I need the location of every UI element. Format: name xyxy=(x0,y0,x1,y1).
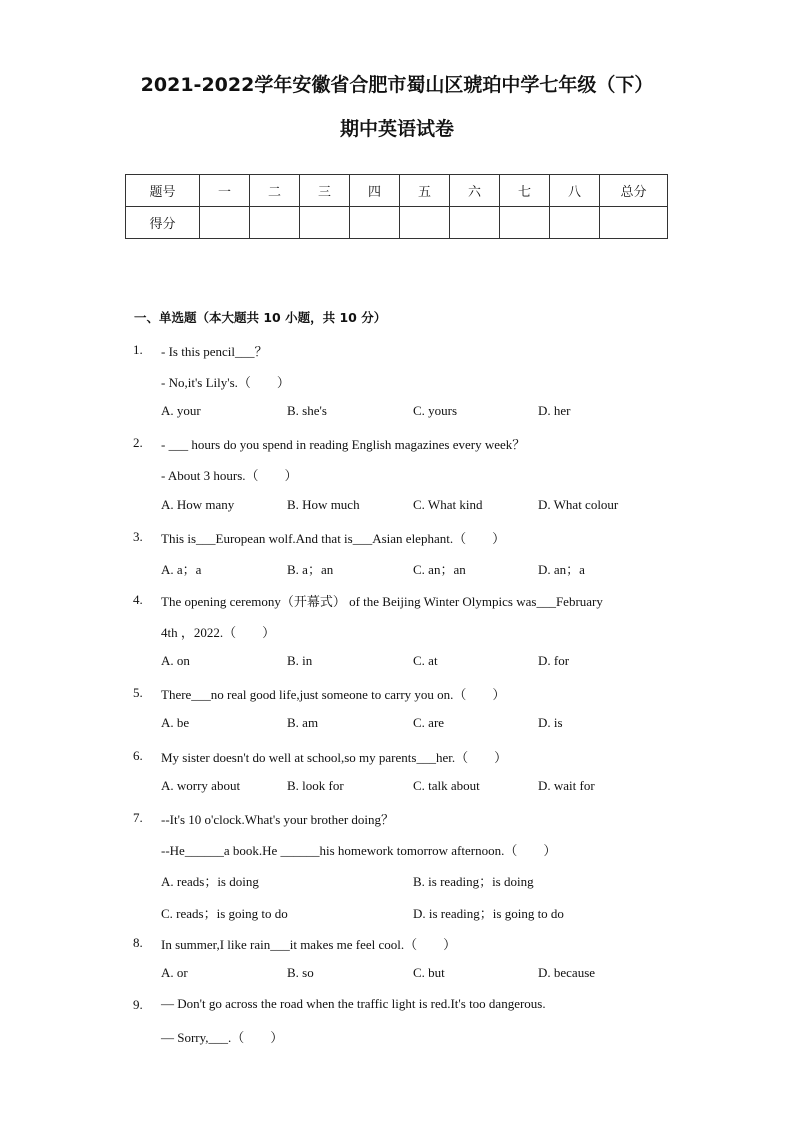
question-number: 3. xyxy=(133,529,143,544)
question-number: 7. xyxy=(133,810,143,825)
option-c[interactable]: C. an；an xyxy=(413,562,466,577)
option-d[interactable]: D. for xyxy=(538,653,570,668)
option-b[interactable]: B. am xyxy=(287,715,319,730)
question-number: 5. xyxy=(133,685,143,700)
question-text: My sister doesn't do well at school,so my parents___her.（ ） xyxy=(161,750,508,765)
score-cell[interactable] xyxy=(500,207,550,239)
score-cell[interactable] xyxy=(400,207,450,239)
question-text: - About 3 hours.（ ） xyxy=(161,468,298,483)
score-header-cell: 五 xyxy=(400,175,450,207)
score-table xyxy=(125,174,668,239)
score-table-header-row xyxy=(126,175,668,207)
option-a[interactable]: A. be xyxy=(161,715,190,730)
question-number: 1. xyxy=(133,342,143,357)
option-b[interactable]: B. look for xyxy=(287,778,344,793)
option-c[interactable]: C. yours xyxy=(413,403,458,418)
question-text: — Sorry,___.（ ） xyxy=(161,1030,284,1045)
option-a[interactable]: A. a；a xyxy=(161,562,202,577)
option-d[interactable]: D. wait for xyxy=(538,778,595,793)
option-c[interactable]: C. at xyxy=(413,653,438,668)
option-a[interactable]: A. or xyxy=(161,965,188,980)
score-header-cell: 二 xyxy=(250,175,300,207)
question-text: - Is this pencil___？ xyxy=(161,344,268,359)
option-d[interactable]: D. her xyxy=(538,403,571,418)
score-header-cell: 八 xyxy=(550,175,600,207)
score-cell[interactable] xyxy=(250,207,300,239)
option-c[interactable]: C. What kind xyxy=(413,497,483,512)
score-header-cell: 六 xyxy=(450,175,500,207)
score-header-cell: 一 xyxy=(200,175,250,207)
option-c[interactable]: C. but xyxy=(413,965,445,980)
score-header-cell: 题号 xyxy=(126,175,200,207)
score-cell[interactable] xyxy=(450,207,500,239)
question-text: — Don't go across the road when the traffic light is red.It's too dangerous. xyxy=(161,996,546,1011)
option-d[interactable]: D. an；a xyxy=(538,562,585,577)
score-header-cell: 七 xyxy=(500,175,550,207)
question-text: In summer,I like rain___it makes me feel cool.（ ） xyxy=(161,937,457,952)
question-number: 9. xyxy=(133,997,143,1012)
option-d[interactable]: D. is xyxy=(538,715,563,730)
option-d[interactable]: D. What colour xyxy=(538,497,619,512)
question-text: - ___ hours do you spend in reading English magazines every week？ xyxy=(161,437,526,452)
question-number: 6. xyxy=(133,748,143,763)
score-header-cell: 三 xyxy=(300,175,350,207)
option-b[interactable]: B. How much xyxy=(287,497,360,512)
question-text: 4th ，2022.（ ） xyxy=(161,625,276,640)
score-cell[interactable] xyxy=(600,207,668,239)
option-b[interactable]: B. is reading；is doing xyxy=(413,874,534,889)
question-text: There___no real good life,just someone to carry you on.（ ） xyxy=(161,687,506,702)
option-d[interactable]: D. is reading；is going to do xyxy=(413,906,564,921)
option-b[interactable]: B. a；an xyxy=(287,562,334,577)
option-a[interactable]: A. your xyxy=(161,403,201,418)
section-title: 一、单选题（本大题共 10 小题，共 10 分） xyxy=(134,310,387,325)
score-cell[interactable] xyxy=(200,207,250,239)
question-text: --He______a book.He ______his homework tomorrow afternoon.（ ） xyxy=(161,843,557,858)
option-a[interactable]: A. on xyxy=(161,653,190,668)
option-d[interactable]: D. because xyxy=(538,965,596,980)
score-cell[interactable] xyxy=(350,207,400,239)
page-subtitle: 期中英语试卷 xyxy=(339,118,454,140)
question-text: The opening ceremony（开幕式） of the Beijing Winter Olympics was___February xyxy=(161,594,603,609)
option-b[interactable]: B. in xyxy=(287,653,313,668)
option-a[interactable]: A. worry about xyxy=(161,778,241,793)
option-c[interactable]: C. are xyxy=(413,715,445,730)
question-number: 2. xyxy=(133,435,143,450)
score-table-score-row xyxy=(126,207,668,239)
score-cell[interactable] xyxy=(300,207,350,239)
score-cell[interactable] xyxy=(550,207,600,239)
score-header-cell: 总分 xyxy=(600,175,668,207)
option-a[interactable]: A. How many xyxy=(161,497,235,512)
question-text: - No,it's Lily's.（ ） xyxy=(161,375,290,390)
option-c[interactable]: C. reads；is going to do xyxy=(161,906,288,921)
option-b[interactable]: B. so xyxy=(287,965,314,980)
question-text: --It's 10 o'clock.What's your brother doing？ xyxy=(161,812,395,827)
option-a[interactable]: A. reads；is doing xyxy=(161,874,259,889)
question-text: This is___European wolf.And that is___Asian elephant.（ ） xyxy=(161,531,506,546)
question-number: 8. xyxy=(133,935,143,950)
option-c[interactable]: C. talk about xyxy=(413,778,480,793)
question-number: 4. xyxy=(133,592,143,607)
option-b[interactable]: B. she's xyxy=(287,403,327,418)
score-header-cell: 四 xyxy=(350,175,400,207)
score-row-label: 得分 xyxy=(126,207,200,239)
page-title: 2021-2022学年安徽省合肥市蜀山区琥珀中学七年级（下） xyxy=(140,74,654,96)
